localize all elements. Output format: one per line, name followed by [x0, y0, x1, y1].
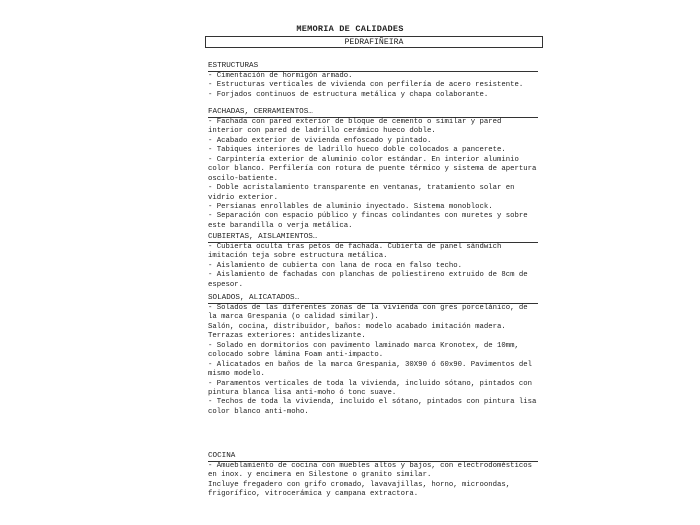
section-line: - Acabado exterior de vivienda enfoscado y pintado.: [208, 136, 432, 145]
section-line: Terrazas exteriores: antideslizante.: [208, 332, 366, 341]
section-line: la marca Grespania (o calidad similar).: [208, 313, 379, 322]
section-line: - Alicatados en baños de la marca Grespania, 30X90 ó 60x90. Pavimentos del: [208, 360, 533, 369]
section-line: colocado sobre lámina Foam anti-impacto.: [208, 351, 384, 360]
section-line: - Doble acristalamiento transparente en ventanas, tratamiento solar en: [208, 184, 515, 193]
section-heading: FACHADAS, CERRAMIENTOS…: [208, 108, 538, 118]
section-heading: COCINA: [208, 452, 538, 462]
section-line: - Paramentos verticales de toda la vivienda, incluido sótano, pintados con: [208, 379, 533, 388]
section-line: Incluye fregadero con grifo cromado, lavavajillas, horno, microondas,: [208, 480, 511, 489]
section-line: interior con pared de ladrillo cerámico hueco doble.: [208, 127, 436, 136]
section-line: imitación teja sobre estructura metálica.: [208, 252, 388, 261]
section-line: color blanco anti-moho.: [208, 407, 309, 416]
document-subtitle: PEDRAFIÑEIRA: [205, 36, 543, 48]
section-line: - Tabiques interiores de ladrillo hueco doble colocados a pancerete.: [208, 146, 506, 155]
section-line: oscilo-batiente.: [208, 174, 279, 183]
section-line: pintura blanca lisa anti-moho ó tonc suave.: [208, 388, 397, 397]
section-lines: [208, 462, 553, 500]
section-line: Salón, cocina, distribuidor, baños: modelo acabado imitación madera.: [208, 322, 506, 331]
section-cocina: [208, 452, 553, 500]
section-line: en inox. y encimera en Silestone o granito similar.: [208, 471, 432, 480]
section-lines: [208, 243, 553, 290]
section-heading: ESTRUCTURAS: [208, 62, 538, 72]
section-line: este barandilla o verja metálica.: [208, 221, 353, 230]
section-fachadas: [208, 108, 553, 231]
section-line: frigorífico, vitrocerámica y campana extractora.: [208, 490, 419, 499]
section-cubiertas: [208, 233, 553, 290]
section-line: espesor.: [208, 280, 244, 289]
section-lines: [208, 304, 553, 417]
section-line: - Carpintería exterior de aluminio color estándar. En interior aluminio: [208, 155, 519, 164]
section-line: - Solado en dormitorios con pavimento laminado marca Kronotex, de 10mm,: [208, 341, 519, 350]
section-line: - Cubierta oculta tras petos de fachada. Cubierta de panel sándwich: [208, 243, 502, 251]
section-estructuras: [208, 62, 553, 100]
section-heading: SOLADOS, ALICATADOS…: [208, 294, 538, 304]
section-solados: [208, 294, 553, 417]
section-line: - Cimentación de hormigón armado.: [208, 72, 353, 80]
section-lines: [208, 118, 553, 231]
section-line: - Techos de toda la vivienda, incluido el sótano, pintados con pintura lisa: [208, 398, 537, 407]
section-line: - Forjados continuos de estructura metálica y chapa colaborante.: [208, 90, 489, 99]
section-line: - Fachada con pared exterior de bloque de cemento o similar y pared: [208, 118, 502, 126]
section-line: - Solados de las diferentes zonas de la vivienda con gres porcelánico, de: [208, 304, 528, 312]
section-line: mismo modelo.: [208, 370, 265, 379]
section-line: - Aislamiento de fachadas con planchas de poliestireno extruido de 8cm de: [208, 271, 528, 280]
document-title: MEMORIA DE CALIDADES: [296, 24, 404, 34]
section-line: vidrio exterior.: [208, 193, 279, 202]
section-line: - Persianas enrollables de aluminio inyectado. Sistema monoblock.: [208, 202, 493, 211]
section-line: - Separación con espacio público y fincas colindantes con muretes y sobre: [208, 212, 528, 221]
section-line: - Amueblamiento de cocina con muebles altos y bajos, con electrodomésticos: [208, 462, 533, 470]
section-line: color blanco. Perfilería con rotura de puente térmico y sistema de apertura: [208, 165, 537, 174]
section-line: - Aislamiento de cubierta con lana de roca en falso techo.: [208, 261, 462, 270]
section-heading: CUBIERTAS, AISLAMIENTOS…: [208, 233, 538, 243]
section-line: - Estructuras verticales de vivienda con perfilería de acero resistente.: [208, 81, 524, 90]
section-lines: [208, 72, 553, 100]
